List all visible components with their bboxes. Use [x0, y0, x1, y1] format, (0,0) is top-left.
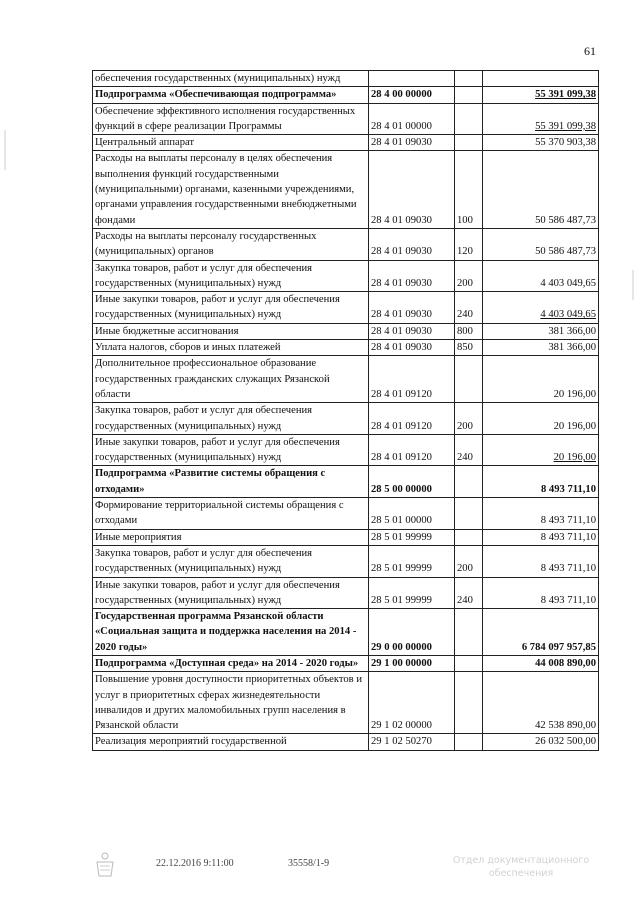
row-name-cell: Расходы на выплаты персоналу в целях обеспечения выполнения функций государственными (муниципальными) органами, казенными учреждениями, органами управления государственными внебюджетными фондами: [93, 151, 369, 228]
table-row: [93, 655, 599, 671]
row-amount-cell: 44 008 890,00: [483, 655, 599, 671]
row-code-cell: 28 4 01 09120: [369, 434, 455, 466]
row-code-cell: 29 1 00 00000: [369, 655, 455, 671]
row-amount-cell: 26 032 500,00: [483, 734, 599, 750]
row-expense-type-cell: [455, 498, 483, 530]
row-expense-type-cell: [455, 71, 483, 87]
row-code-cell: 28 5 01 00000: [369, 498, 455, 530]
row-name-cell: Повышение уровня доступности приоритетных объектов и услуг в приоритетных сферах жизнедеятельности инвалидов и других маломобильных групп населения в Рязанской области: [93, 672, 369, 734]
row-expense-type-cell: [455, 135, 483, 151]
row-expense-type-cell: 120: [455, 228, 483, 260]
row-expense-type-cell: 800: [455, 323, 483, 339]
left-margin-mark: [4, 130, 6, 170]
row-name-cell: Подпрограмма «Доступная среда» на 2014 - 2020 годы»: [93, 655, 369, 671]
row-amount-cell: [483, 71, 599, 87]
row-code-cell: 28 5 01 99999: [369, 577, 455, 609]
row-name-cell: Обеспечение эффективного исполнения государственных функций в сфере реализации Программы: [93, 103, 369, 135]
row-name-cell: Формирование территориальной системы обращения с отходами: [93, 498, 369, 530]
row-amount-cell: 42 538 890,00: [483, 672, 599, 734]
row-code-cell: 28 4 01 00000: [369, 103, 455, 135]
budget-table: [92, 70, 599, 751]
row-code-cell: 29 0 00 00000: [369, 609, 455, 656]
row-expense-type-cell: [455, 609, 483, 656]
row-code-cell: 28 5 01 99999: [369, 529, 455, 545]
row-name-cell: Иные закупки товаров, работ и услуг для обеспечения государственных (муниципальных) нужд: [93, 292, 369, 324]
stamp-line-2: обеспечения: [488, 868, 554, 879]
row-expense-type-cell: 850: [455, 340, 483, 356]
table-row: [93, 545, 599, 577]
row-name-cell: Государственная программа Рязанской области «Социальная защита и поддержка населения на 2014 - 2020 годы»: [93, 609, 369, 656]
row-amount-cell: 8 493 711,10: [483, 529, 599, 545]
row-expense-type-cell: [455, 672, 483, 734]
table-row: [93, 292, 599, 324]
row-amount-cell: 55 391 099,38: [483, 103, 599, 135]
row-name-cell: Уплата налогов, сборов и иных платежей: [93, 340, 369, 356]
row-expense-type-cell: 240: [455, 292, 483, 324]
row-name-cell: Закупка товаров, работ и услуг для обеспечения государственных (муниципальных) нужд: [93, 403, 369, 435]
footer-document-id: 35558/1-9: [288, 858, 330, 869]
table-row: [93, 466, 599, 498]
row-expense-type-cell: [455, 103, 483, 135]
row-code-cell: 28 4 01 09030: [369, 135, 455, 151]
row-name-cell: Реализация мероприятий государственной: [93, 734, 369, 750]
row-amount-cell: 6 784 097 957,85: [483, 609, 599, 656]
row-code-cell: 29 1 02 00000: [369, 672, 455, 734]
row-expense-type-cell: [455, 655, 483, 671]
footer-date: 22.12.2016 9:11:00: [156, 858, 234, 869]
row-name-cell: Иные бюджетные ассигнования: [93, 323, 369, 339]
row-expense-type-cell: [455, 529, 483, 545]
table-row: [93, 356, 599, 403]
table-row: [93, 498, 599, 530]
row-expense-type-cell: [455, 466, 483, 498]
row-amount-cell: 50 586 487,73: [483, 151, 599, 228]
row-expense-type-cell: [455, 87, 483, 103]
row-code-cell: 28 4 01 09120: [369, 356, 455, 403]
row-amount-cell: 4 403 049,65: [483, 260, 599, 292]
table-row: [93, 71, 599, 87]
row-code-cell: 28 5 00 00000: [369, 466, 455, 498]
row-name-cell: Центральный аппарат: [93, 135, 369, 151]
row-name-cell: Закупка товаров, работ и услуг для обеспечения государственных (муниципальных) нужд: [93, 545, 369, 577]
table-row: [93, 87, 599, 103]
row-expense-type-cell: [455, 734, 483, 750]
page-number: 61: [584, 44, 596, 58]
office-stamp: [446, 854, 596, 880]
table-row: [93, 434, 599, 466]
row-expense-type-cell: 240: [455, 434, 483, 466]
row-expense-type-cell: 200: [455, 545, 483, 577]
table-row: [93, 323, 599, 339]
row-code-cell: 28 4 01 09030: [369, 228, 455, 260]
row-amount-cell: 4 403 049,65: [483, 292, 599, 324]
row-amount-cell: 8 493 711,10: [483, 577, 599, 609]
row-amount-cell: 20 196,00: [483, 356, 599, 403]
row-name-cell: Иные закупки товаров, работ и услуг для обеспечения государственных (муниципальных) нужд: [93, 434, 369, 466]
row-amount-cell: 8 493 711,10: [483, 498, 599, 530]
table-row: [93, 151, 599, 228]
row-amount-cell: 8 493 711,10: [483, 466, 599, 498]
row-expense-type-cell: [455, 356, 483, 403]
row-expense-type-cell: 200: [455, 260, 483, 292]
row-name-cell: Подпрограмма «Развитие системы обращения с отходами»: [93, 466, 369, 498]
stamp-line-1: Отдел документационного: [452, 855, 590, 866]
row-amount-cell: 20 196,00: [483, 434, 599, 466]
table-row: [93, 609, 599, 656]
table-row: [93, 577, 599, 609]
row-expense-type-cell: 100: [455, 151, 483, 228]
row-code-cell: 28 5 01 99999: [369, 545, 455, 577]
seal-icon: [94, 850, 116, 878]
row-expense-type-cell: 240: [455, 577, 483, 609]
row-expense-type-cell: 200: [455, 403, 483, 435]
table-row: [93, 672, 599, 734]
row-amount-cell: 20 196,00: [483, 403, 599, 435]
row-code-cell: 28 4 01 09030: [369, 323, 455, 339]
row-code-cell: 28 4 01 09030: [369, 260, 455, 292]
table-row: [93, 135, 599, 151]
row-code-cell: 28 4 01 09030: [369, 340, 455, 356]
table-row: [93, 529, 599, 545]
row-name-cell: Закупка товаров, работ и услуг для обеспечения государственных (муниципальных) нужд: [93, 260, 369, 292]
row-amount-cell: 55 370 903,38: [483, 135, 599, 151]
row-amount-cell: 8 493 711,10: [483, 545, 599, 577]
row-name-cell: Дополнительное профессиональное образование государственных гражданских служащих Рязанской области: [93, 356, 369, 403]
row-code-cell: 29 1 02 50270: [369, 734, 455, 750]
row-amount-cell: 381 366,00: [483, 323, 599, 339]
row-code-cell: 28 4 01 09030: [369, 151, 455, 228]
table-row: [93, 260, 599, 292]
row-code-cell: 28 4 01 09030: [369, 292, 455, 324]
row-amount-cell: 55 391 099,38: [483, 87, 599, 103]
table-row: [93, 228, 599, 260]
row-code-cell: 28 4 01 09120: [369, 403, 455, 435]
row-name-cell: Иные мероприятия: [93, 529, 369, 545]
table-row: [93, 734, 599, 750]
row-name-cell: обеспечения государственных (муниципальных) нужд: [93, 71, 369, 87]
row-code-cell: [369, 71, 455, 87]
row-code-cell: 28 4 00 00000: [369, 87, 455, 103]
row-amount-cell: 50 586 487,73: [483, 228, 599, 260]
table-row: [93, 103, 599, 135]
table-row: [93, 403, 599, 435]
row-name-cell: Расходы на выплаты персоналу государственных (муниципальных) органов: [93, 228, 369, 260]
row-name-cell: Иные закупки товаров, работ и услуг для обеспечения государственных (муниципальных) нужд: [93, 577, 369, 609]
right-margin-mark: [632, 270, 634, 300]
row-name-cell: Подпрограмма «Обеспечивающая подпрограмма»: [93, 87, 369, 103]
table-row: [93, 340, 599, 356]
row-amount-cell: 381 366,00: [483, 340, 599, 356]
